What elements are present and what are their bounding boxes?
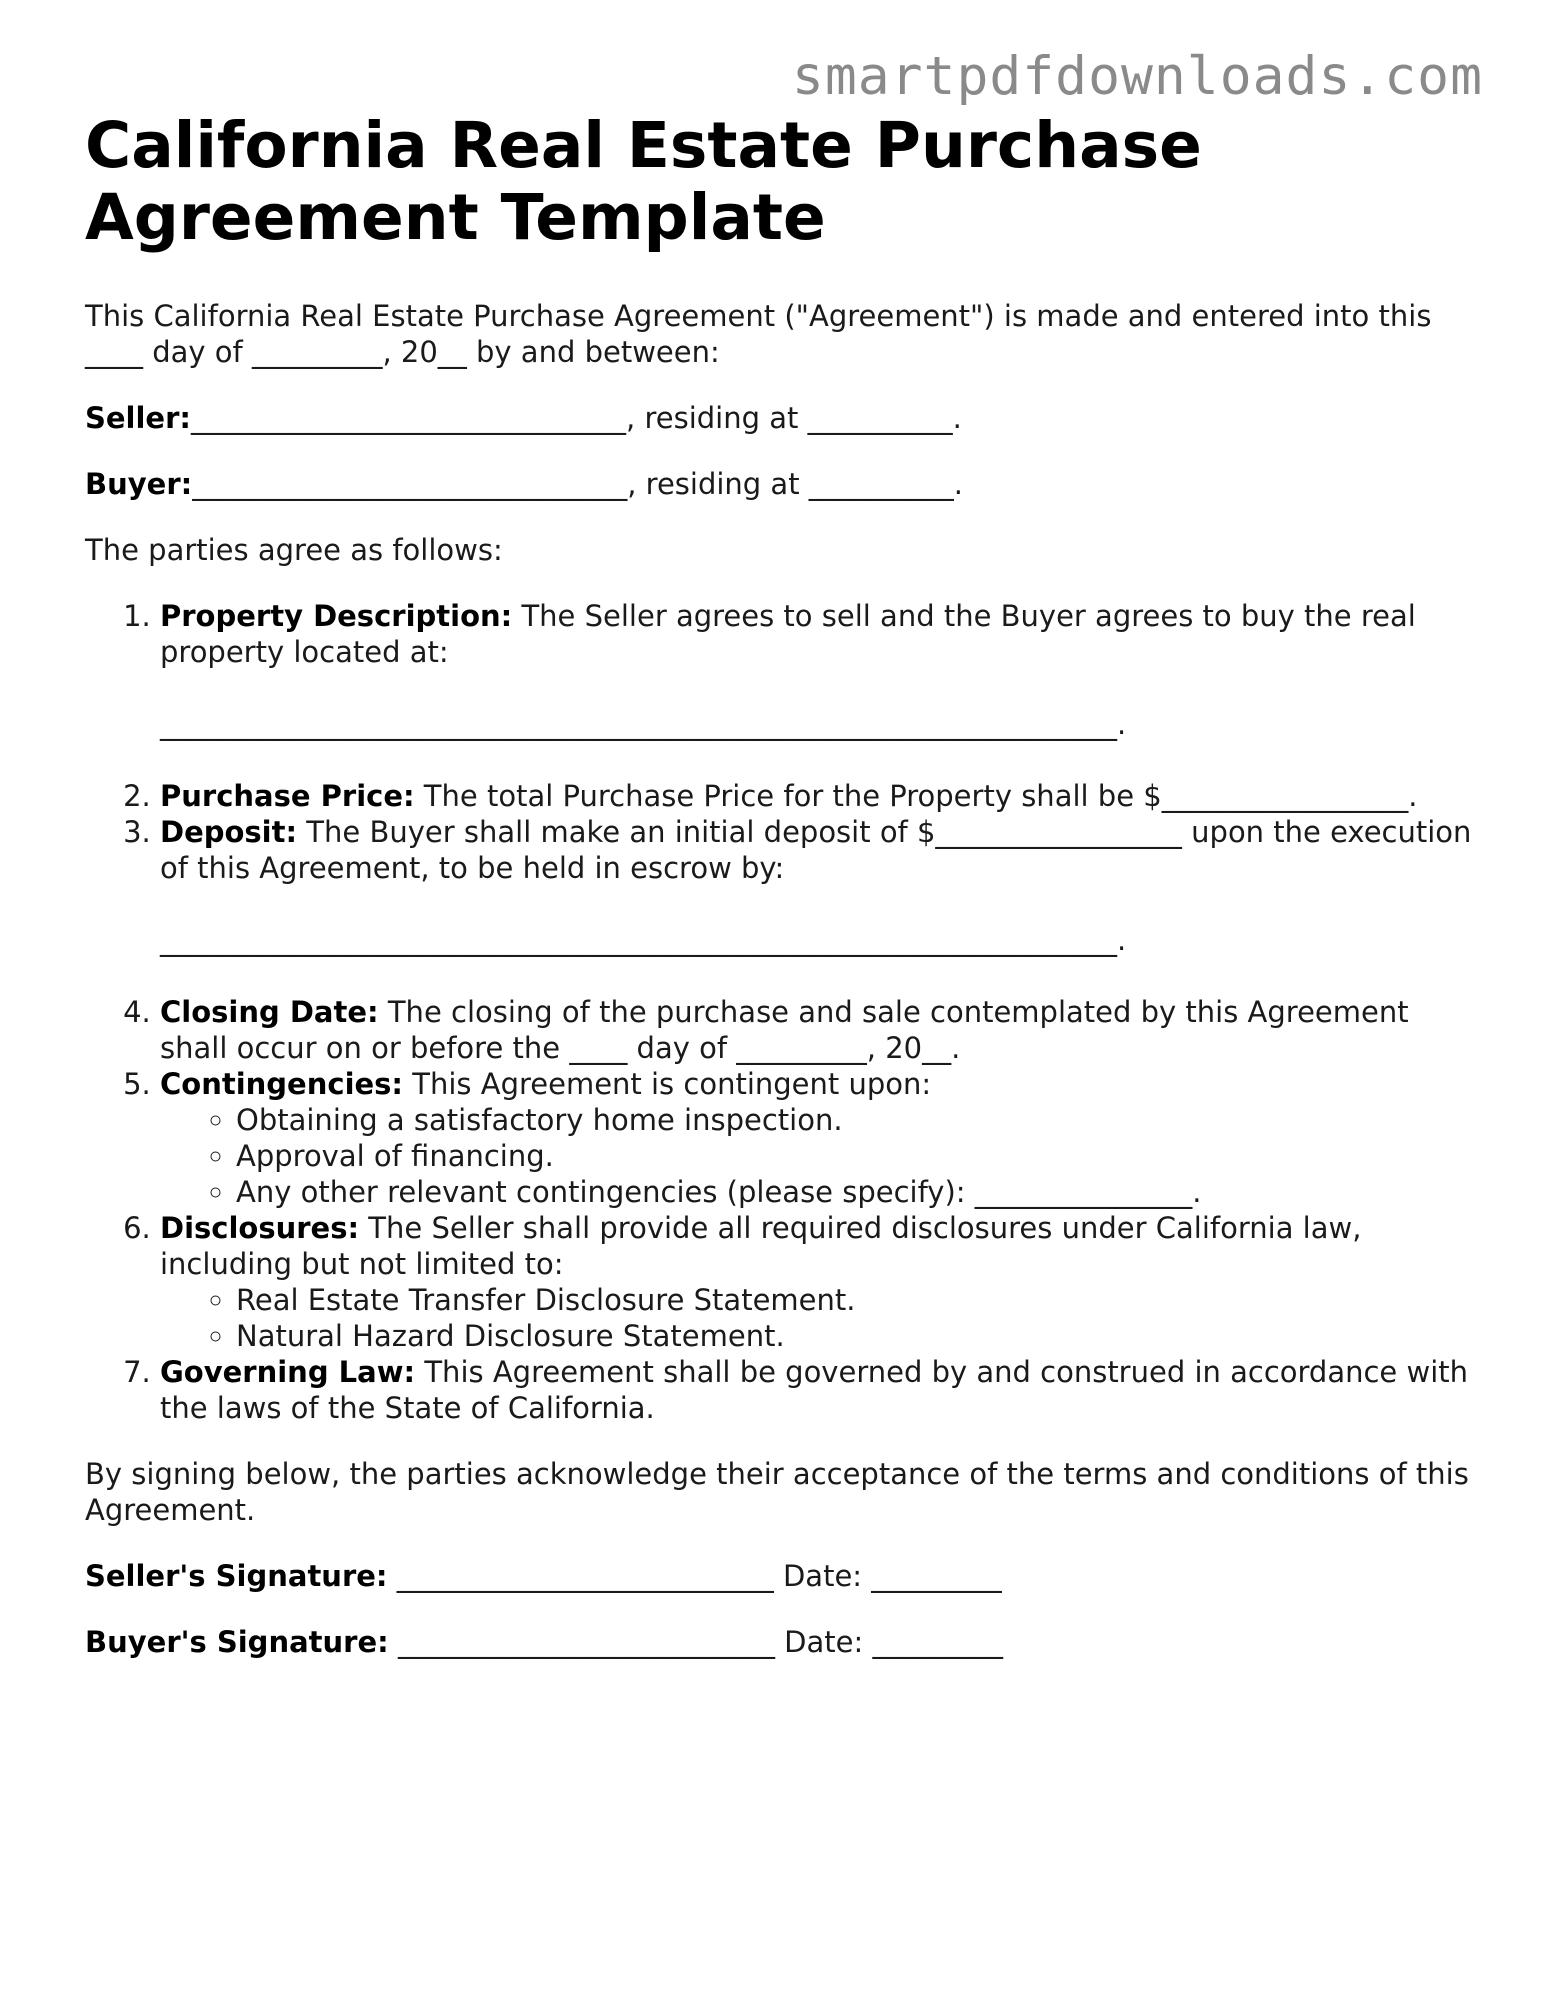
buyer-signature-label: Buyer's Signature: [85,1625,389,1659]
term-label: Property Description: [160,599,513,633]
list-item: ◦ Real Estate Transfer Disclosure Statement. [236,1282,1485,1318]
document-title: California Real Estate Purchase Agreement Template [85,109,1202,254]
buyer-fill-in: ______________________________, residing at __________. [192,467,964,501]
seller-signature-line [85,1558,1485,1594]
seller-line [85,400,1485,436]
term-disclosures [160,1210,1485,1354]
term-deposit [160,814,1485,958]
term-text: The Seller agrees to sell and the Buyer agrees to buy the real property located at: [160,599,1416,669]
buyer-signature-fill-in: __________________________ Date: _________ [388,1625,1003,1659]
term-text: The Seller shall provide all required disclosures under California law, including but not limited to: [160,1211,1362,1281]
term-property-description [160,598,1485,742]
buyer-signature-line [85,1624,1485,1660]
term-label: Deposit: [160,815,298,849]
term-label: Disclosures: [160,1211,360,1245]
term-governing-law [160,1354,1485,1426]
watermark: smartpdfdownloads.com [791,46,1483,107]
list-item: ◦ Approval of financing. [236,1138,1485,1174]
property-address-blank: __________________________________________________________________. [160,707,1127,741]
seller-signature-label: Seller's Signature: [85,1559,388,1593]
term-purchase-price [160,778,1485,814]
disclosures-sublist [160,1282,1485,1354]
term-closing-date [160,994,1485,1066]
buyer-label: Buyer: [85,467,193,501]
contingencies-sublist [160,1102,1485,1210]
term-text: The Buyer shall make an initial deposit of $_________________ upon the execution of this Agreement, to be held in escrow by: [160,815,1472,885]
term-contingencies [160,1066,1485,1210]
seller-label: Seller: [85,401,192,435]
document-page [85,110,1485,1690]
buyer-line [85,466,1485,502]
term-text: This Agreement shall be governed by and construed in accordance with the laws of the State of California. [160,1355,1469,1425]
list-item: ◦ Natural Hazard Disclosure Statement. [236,1318,1485,1354]
term-text: The total Purchase Price for the Property shall be $_________________. [414,779,1418,813]
seller-fill-in: ______________________________, residing at __________. [191,401,962,435]
list-item: ◦ Any other relevant contingencies (please specify): _______________. [236,1174,1485,1210]
seller-signature-fill-in: __________________________ Date: _________ [387,1559,1002,1593]
terms-list [85,598,1485,1426]
term-label: Governing Law: [160,1355,416,1389]
term-text: This Agreement is contingent upon: [403,1067,932,1101]
parties-agree-text: The parties agree as follows: [85,533,503,567]
term-text: The closing of the purchase and sale contemplated by this Agreement shall occur on or before the ____ day of _________, 20__. [160,995,1409,1065]
term-label: Purchase Price: [160,779,415,813]
list-item: ◦ Obtaining a satisfactory home inspection. [236,1102,1485,1138]
term-label: Contingencies: [160,1067,404,1101]
escrow-holder-blank: __________________________________________________________________. [160,923,1127,957]
term-label: Closing Date: [160,995,379,1029]
acknowledgement-paragraph: By signing below, the parties acknowledge their acceptance of the terms and conditions of this Agreement. [85,1457,1469,1527]
intro-paragraph: This California Real Estate Purchase Agreement ("Agreement") is made and entered into this ____ day of _________, 20__ by and between: [85,299,1432,369]
